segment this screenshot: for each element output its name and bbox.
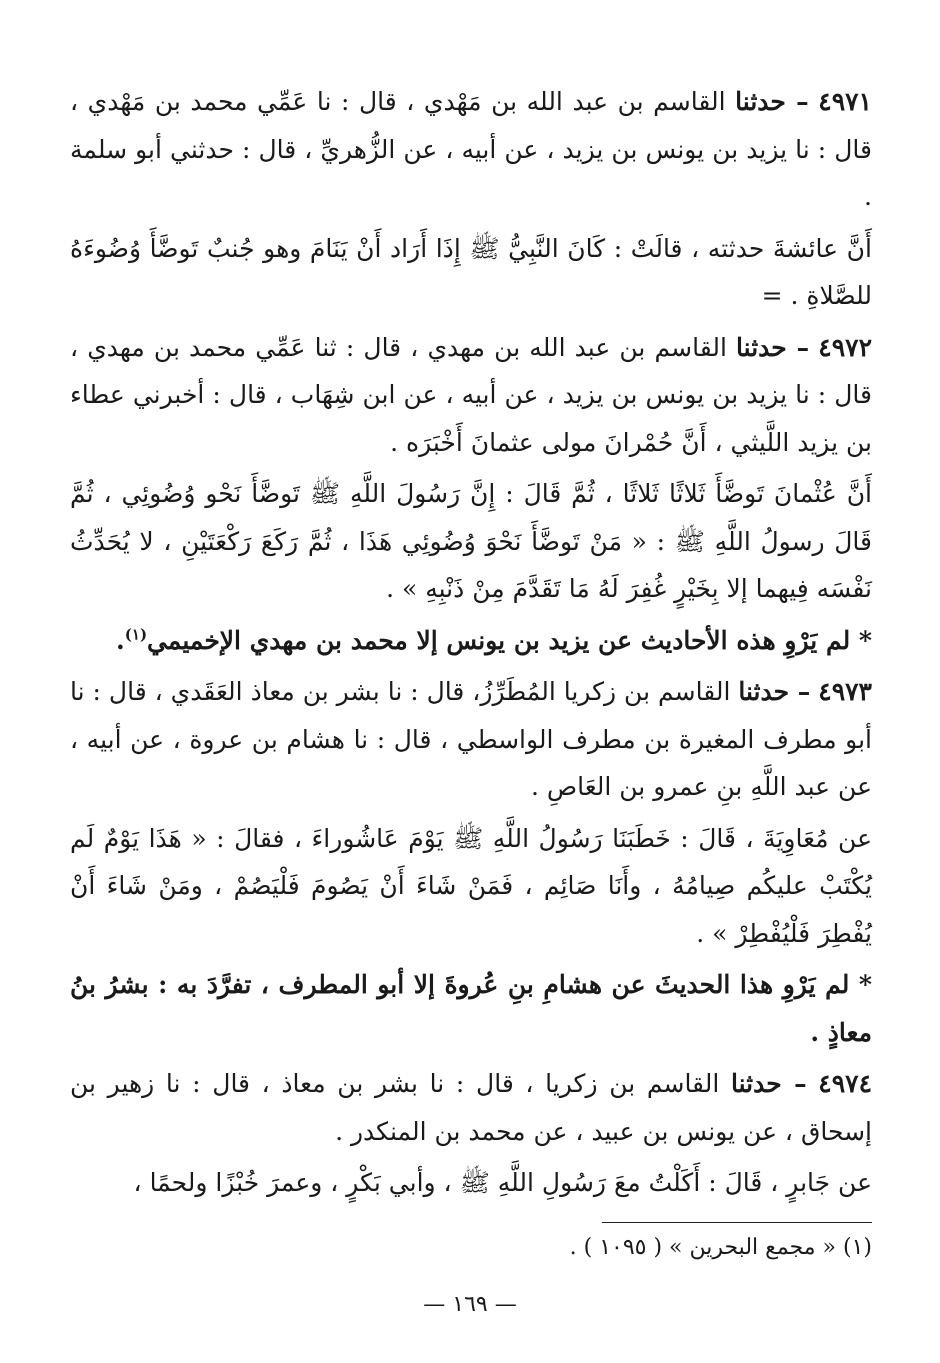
hadith-body: عن مُعَاوِيَةَ ، قَالَ : خَطَبَنَا رَسُولُ اللَّهِ ﷺ يَوْمَ عَاشُوراءَ ، فقالَ : « هَذَا يَوْمٌ لَم يُكْتَبْ عليكُم صِيامُهُ ، وأَنَا صَائِم ، فَمَنْ شَاءَ أَنْ يَصُومَ فَلْيَصُمْ ، ومَنْ شَاءَ أَنْ يُفْطِرَ فَلْيُفْطِرْ » . [70, 823, 872, 948]
hadith-number: ٤٩٧١ [818, 87, 872, 116]
hadith-text: القاسم بن زكريا ، قال : نا بشر بن معاذ ، قال : نا زهير بن إسحاق ، عن يونس بن عبيد ، عن محمد بن المنكدر . [70, 1069, 872, 1146]
narration-note: * لم يَرْوِ هذا الحديثَ عن هشامِ بنِ عُروةَ إلا أبو المطرف ، تفرَّدَ به : بشرُ بنُ معاذٍ . [70, 970, 872, 1047]
hadith-4971 [70, 78, 872, 221]
note-text: * لم يَرْوِ هذه الأحاديث عن يزيد بن يونس إلا محمد بن مهدي الإخميمي [147, 625, 872, 655]
hadith-lead: – حدثنا [730, 1069, 807, 1098]
note-end: . [116, 625, 125, 655]
hadith-number: ٤٩٧٢ [818, 332, 872, 362]
hadith-text: القاسم بن زكريا المُطَرِّزُ، قال : نا بشر بن معاذ العَقَدي ، قال : نا أبو مطرف المغيرة بن مطرف الواسطي ، قال : نا هشام بن عروة ، عن أبيه ، عن عبد اللَّهِ بنِ عمرو بن العَاصِ . [70, 677, 872, 801]
hadith-lead: – حدثنا [735, 87, 809, 116]
hadith-number: ٤٩٧٣ [818, 677, 872, 706]
narration-note [70, 617, 872, 665]
hadith-text: القاسم بن عبد الله بن مهدي ، قال : ثنا عَمِّي محمد بن مهدي ، قال : نا يزيد بن يونس بن يزيد ، عن أبيه ، عن ابن شِهَاب ، قال : أخبرني عطاء بن يزيد اللَّيثي ، أَنَّ حُمْرانَ مولى عثمانَ أَخْبَرَه . [70, 332, 872, 457]
hadith-body: عن جَابرٍ ، قَالَ : أَكَلْتُ معَ رَسُولِ اللَّهِ ﷺ ، وأبي بَكْرٍ ، وعمرَ خُبْزًا ولحمًا ، [133, 1168, 872, 1197]
hadith-4973 [70, 668, 872, 811]
hadith-body: أَنَّ عُثْمانَ تَوضَّأَ ثَلاثًا ثَلاثًا ، ثُمَّ قَالَ : إِنَّ رَسُولَ اللَّهِ ﷺ تَوضَّأَ نَحْو وُضُوئِي ، ثُمَّ قَالَ رسولُ اللَّهِ ﷺ : « مَنْ تَوضَّأَ نَحْوَ وُضُوئِي هَذَا ، ثُمَّ رَكَعَ رَكْعَتَيْنِ ، لا يُحَدِّثُ نَفْسَه فِيهما إلا بِخَيْرٍ غُفِرَ لَهُ مَا تَقَدَّمَ مِنْ ذَنْبِهِ » . [70, 479, 872, 603]
footnote: (١) « مجمع البحرين » ( ١٠٩٥ ) . [569, 1235, 872, 1260]
footnote-divider [602, 1222, 872, 1223]
hadith-number: ٤٩٧٤ [818, 1069, 873, 1098]
hadith-4974 [70, 1060, 872, 1155]
footnote-reference: (١) [124, 625, 148, 644]
hadith-text: القاسم بن عبد الله بن مَهْدي ، قال : نا عَمِّي محمد بن مَهْدي ، قال : نا يزيد بن يونس بن يزيد ، عن أبيه ، عن الزُّهريِّ ، قال : حدثني أبو سلمة . [70, 87, 872, 211]
page-number: — ١٦٩ — [423, 1292, 517, 1317]
hadith-lead: – حدثنا [738, 677, 811, 706]
hadith-lead: – حدثنا [736, 332, 810, 362]
hadith-4972 [70, 324, 872, 467]
hadith-body: أَنَّ عائشةَ حدثته ، قالَتْ : كَانَ النَّبِيُّ ﷺ إِذَا أَرَاد أَنْ يَنَامَ وهو جُنبٌ تَوضَّأَ وُضُوءَهُ للصَّلاةِ . = [70, 233, 872, 310]
